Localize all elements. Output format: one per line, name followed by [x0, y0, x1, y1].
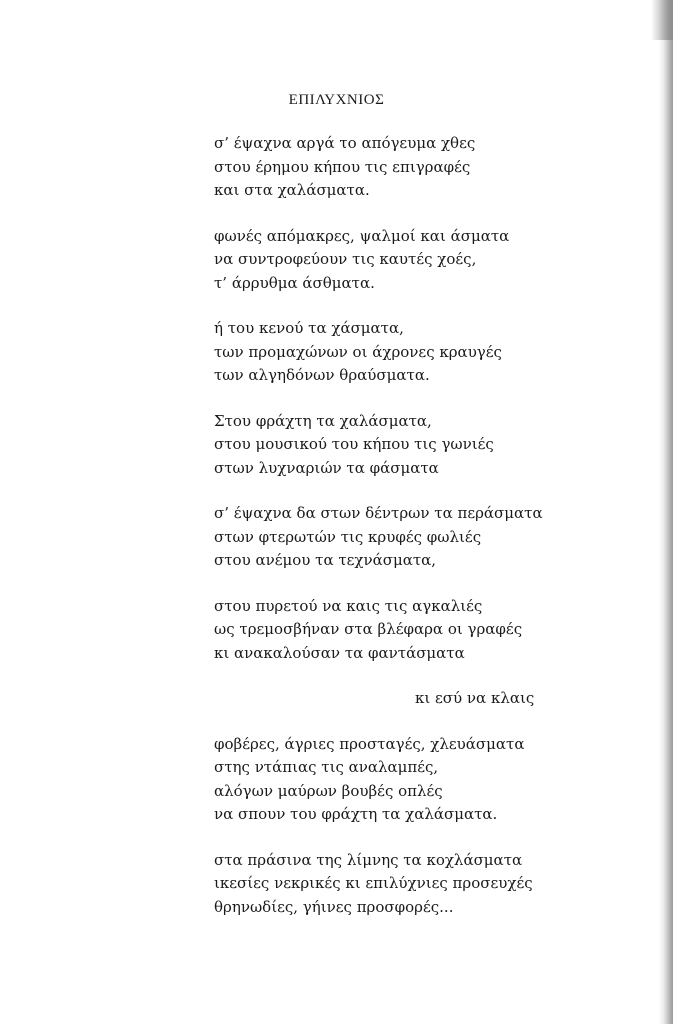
page-corner-shadow: [651, 0, 673, 40]
poem-line: σ’ έψαχνα αργά το απόγευμα χθες: [214, 134, 476, 152]
poem-line: φοβέρες, άγριες προσταγές, χλευάσματα: [214, 734, 525, 753]
poem-line: κι ανακαλούσαν τα φαντάσματα: [214, 643, 465, 662]
poem-line: στων λυχναριών τα φάσματα: [214, 458, 439, 477]
poem-line: ή του κενού τα χάσματα,: [214, 319, 404, 337]
poem-line: των προμαχώνων οι άχρονες κραυγές: [214, 342, 502, 361]
poem-line: αλόγων μαύρων βουβές οπλές: [214, 781, 443, 800]
poem-line: των αλγηδόνων θραύσματα.: [214, 366, 430, 384]
poem-line: ως τρεμοσβήναν στα βλέφαρα οι γραφές: [214, 620, 523, 638]
page-edge-shadow: [659, 0, 673, 1024]
poem-line: ικεσίες νεκρικές κι επιλύχνιες προσευχές: [214, 874, 533, 892]
poem-line: τ’ άρρυθμα άσθματα.: [214, 273, 375, 292]
stanza-3: [214, 317, 574, 388]
poem-line: στου μουσικού του κήπου τις γωνιές: [214, 435, 494, 453]
poem-line: Στου φράχτη τα χαλάσματα,: [214, 411, 432, 430]
poem-line: και στα χαλάσματα.: [214, 181, 370, 199]
stanza-8: [214, 733, 574, 827]
poem-line: στου ανέμου τα τεχνάσματα,: [214, 551, 437, 569]
poem-line: σ’ έψαχνα δα στων δέντρων τα περάσματα: [214, 504, 543, 522]
poem-line: στα πράσινα της λίμνης τα κοχλάσματα: [214, 850, 523, 869]
stanza-5: [214, 502, 574, 573]
stanza-2: [214, 225, 574, 296]
poem-body: [214, 132, 574, 941]
stanza-4: [214, 410, 574, 481]
poem-line: θρηνωδίες, γήινες προσφορές...: [214, 897, 454, 916]
stanza-9: [214, 849, 574, 920]
poem-line: φωνές απόμακρες, ψαλμοί και άσματα: [214, 226, 510, 245]
poem-line: στων φτερωτών τις κρυφές φωλιές: [214, 527, 482, 546]
poem-line: να σπουν του φράχτη τα χαλάσματα.: [214, 805, 498, 823]
stanza-6: [214, 595, 574, 666]
stanza-7: [214, 687, 574, 711]
poem-line-indented: κι εσύ να κλαις: [415, 689, 535, 707]
poem-line: στου έρημου κήπου τις επιγραφές: [214, 157, 471, 176]
poem-title: ΕΠΙΛΥΧΝΙΟΣ: [288, 92, 385, 108]
poem-line: να συντροφεύουν τις καυτές χοές,: [214, 250, 477, 268]
poem-line: στης ντάπιας τις αναλαμπές,: [214, 758, 439, 776]
stanza-1: [214, 132, 574, 203]
poem-line: στου πυρετού να καις τις αγκαλιές: [214, 596, 483, 615]
